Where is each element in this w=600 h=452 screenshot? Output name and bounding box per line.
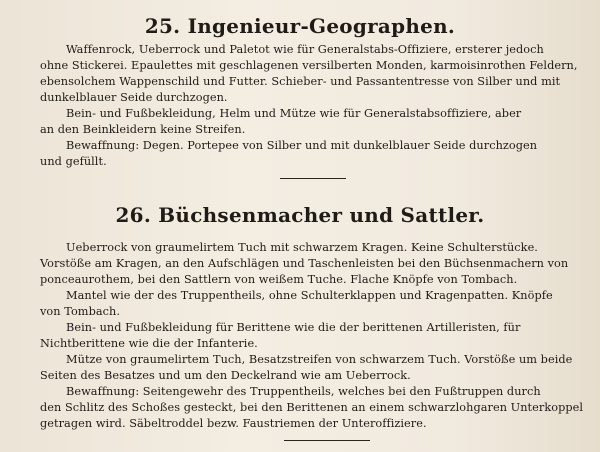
section-26-line-9: Seiten des Besatzes und um den Deckelrand wie am Ueberrock. [40,369,411,382]
section-26-line-12: getragen wird. Säbeltroddel bezw. Faustriemen der Unteroffiziere. [40,417,427,430]
section-26-line-5: von Tombach. [40,305,120,318]
section-26-line-8: Mütze von graumelirtem Tuch, Besatzstreifen von schwarzem Tuch. Vorstöße um beide [66,353,573,366]
section-26-line-6: Bein- und Fußbekleidung für Berittene wie die der berittenen Artilleristen, für [66,321,521,334]
section-end-rule [284,440,370,441]
section-25-line-3: ebensolchem Wappenschild und Futter. Schieber- und Passantentresse von Silber und mit [40,75,561,88]
section-25-line-2: ohne Stickerei. Epaulettes mit geschlagenen versilberten Monden, karmoisinrothen Feldern, [40,59,578,72]
section-26-line-10: Bewaffnung: Seitengewehr des Truppentheils, welches bei den Fußtruppen durch [66,385,541,398]
section-25-line-1: Waffenrock, Ueberrock und Paletot wie für Generalstabs-Offiziere, ersterer jedoch [66,43,544,56]
section-26-line-7: Nichtberittene wie die der Infanterie. [40,337,258,350]
section-25-heading: 25. Ingenieur-Geographen. [144,14,456,38]
section-25-line-7: Bewaffnung: Degen. Portepee von Silber und mit dunkelblauer Seide durchzogen [66,139,538,152]
section-26-heading: 26. Büchsenmacher und Sattler. [115,203,485,227]
section-26-line-1: Ueberrock von graumelirtem Tuch mit schwarzem Kragen. Keine Schulterstücke. [66,241,538,254]
section-25-line-4: dunkelblauer Seide durchzogen. [40,91,228,104]
section-25-line-8: und gefüllt. [40,155,107,168]
section-divider-rule [280,178,346,179]
section-26-line-3: ponceaurothem, bei den Sattlern von weißem Tuche. Flache Knöpfe von Tombach. [40,273,518,286]
section-25-line-5: Bein- und Fußbekleidung, Helm und Mütze wie für Generalstabsoffiziere, aber [66,107,522,120]
section-26-line-2: Vorstöße am Kragen, an den Aufschlägen und Taschenleisten bei den Büchsenmachern von [40,257,569,270]
section-25-line-6: an den Beinkleidern keine Streifen. [40,123,246,136]
section-26-line-4: Mantel wie der des Truppentheils, ohne Schulterklappen und Kragenpatten. Knöpfe [66,289,553,302]
section-26-line-11: den Schlitz des Schoßes gesteckt, bei den Berittenen an einem schwarzlohgaren Unterkoppel [40,401,584,414]
